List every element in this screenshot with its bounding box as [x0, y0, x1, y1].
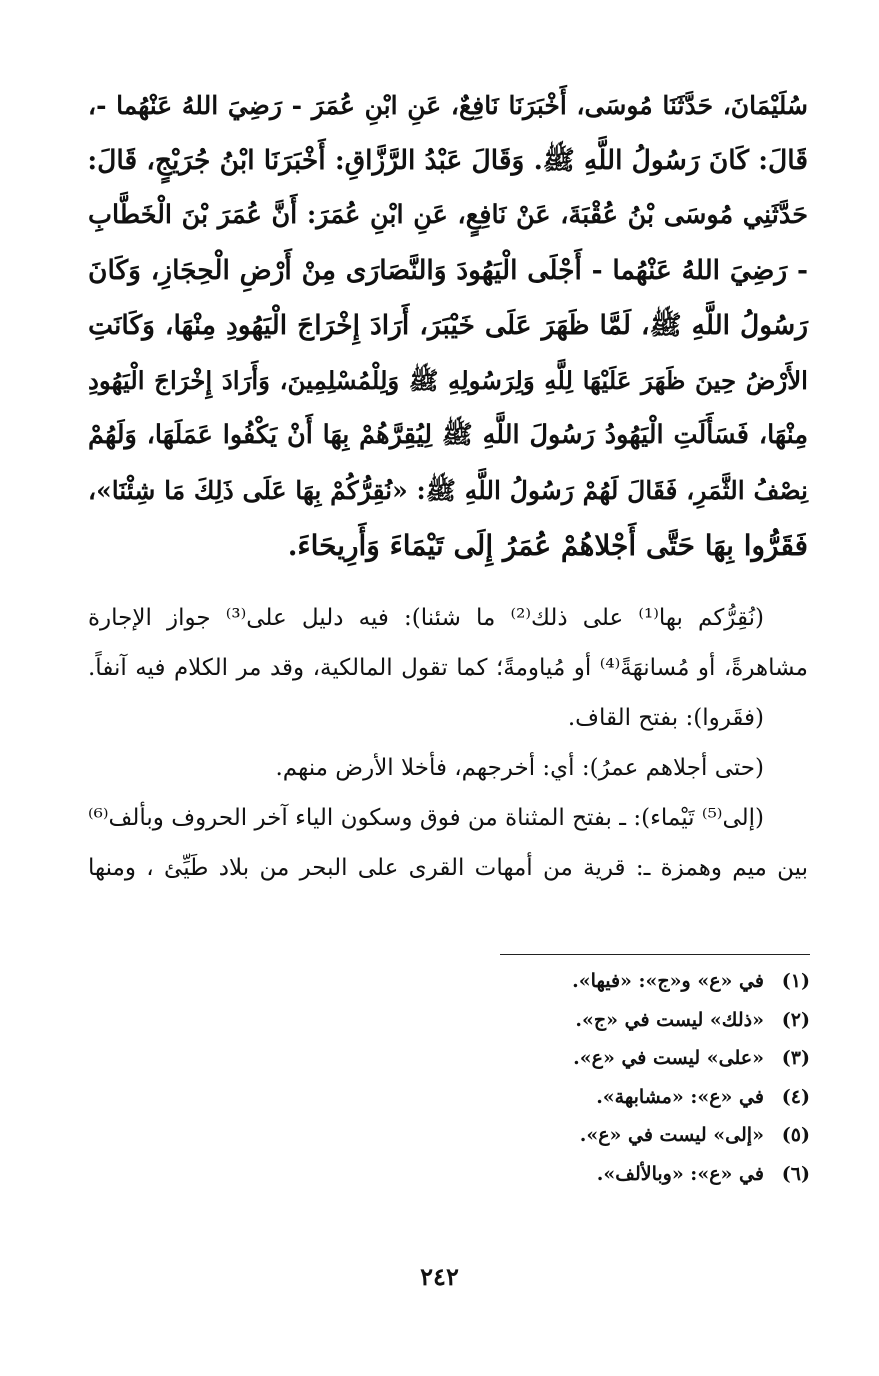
- footnote-text: في «ع»: «مشابهة».: [596, 1085, 764, 1108]
- hadith-line: مِنْهَا، فَسَأَلَتِ الْيَهُودُ رَسُولَ اللَّهِ ﷺ لِيُقِرَّهُمْ بِهَا أَنْ يَكْفُوا عَمَلَهَا، وَلَهُمْ: [88, 420, 808, 450]
- commentary-line: (إلى⁽⁵⁾ تَيْماء): ـ بفتح المثناة من فوق وسكون الياء آخر الحروف وبألف⁽⁶⁾: [88, 805, 764, 831]
- footnote-text: «على» ليست في «ع».: [573, 1047, 764, 1069]
- footnote: [420, 1116, 810, 1155]
- hadith-line: فَقَرُّوا بِهَا حَتَّى أَجْلاهُمْ عُمَرُ إِلَى تَيْمَاءَ وَأَرِيحَاءَ.: [287, 529, 808, 562]
- commentary-line: (حتى أجلاهم عمرُ): أي: أخرجهم، فأخلا الأرض منهم.: [275, 755, 764, 781]
- footnote-divider: [500, 954, 810, 955]
- commentary-line: بين ميم وهمزة ـ: قرية من أمهات القرى على البحر من بلاد طَيِّئ ، ومنها: [88, 855, 808, 881]
- footnote-number: (٤): [781, 1085, 810, 1108]
- footnote-text: في «ع»: «وبالألف».: [596, 1162, 764, 1185]
- hadith-line: رَسُولُ اللَّهِ ﷺ، لَمَّا ظَهَرَ عَلَى خَيْبَرَ، أَرَادَ إِخْرَاجَ الْيَهُودِ مِنْهَا، وَكَانَتِ: [88, 310, 808, 341]
- hadith-line: قَالَ: كَانَ رَسُولُ اللَّهِ ﷺ. وَقَالَ عَبْدُ الرَّزَّاقِ: أَخْبَرَنَا ابْنُ جُرَيْجٍ، قَالَ:: [87, 145, 808, 176]
- hadith-line: الأَرْضُ حِينَ ظَهَرَ عَلَيْهَا لِلَّهِ وَلِرَسُولِهِ ﷺ وَلِلْمُسْلِمِينَ، وَأَرَادَ إِخْرَاجَ الْيَهُودِ: [88, 366, 808, 395]
- footnote-text: «ذلك» ليست في «ج».: [575, 1008, 764, 1031]
- footnote: [420, 1155, 810, 1194]
- footnotes: [420, 962, 810, 1193]
- hadith-line: نِصْفُ الثَّمَرِ، فَقَالَ لَهُمْ رَسُولُ اللَّهِ ﷺ: «نُقِرُّكُمْ بِهَا عَلَى ذَلِكَ مَا شِئْنَا»،: [88, 476, 808, 505]
- page-number: ٢٤٢: [420, 1262, 459, 1291]
- footnote-number: (١): [781, 970, 810, 992]
- footnote-number: (٣): [781, 1047, 810, 1069]
- hadith-line: سُلَيْمَانَ، حَدَّثَنَا مُوسَى، أَخْبَرَنَا نَافِعٌ، عَنِ ابْنِ عُمَرَ - رَضِيَ اللهُ عَنْهُما -،: [88, 91, 808, 120]
- footnote: [420, 962, 810, 1001]
- footnote-number: (٢): [781, 1008, 810, 1031]
- commentary-line: (فقَروا): بفتح القاف.: [567, 705, 764, 731]
- footnote-text: في «ع» و«ج»: «فيها».: [572, 970, 764, 992]
- footnote-number: (٥): [781, 1124, 810, 1146]
- footnote-text: «إلى» ليست في «ع».: [579, 1124, 764, 1146]
- commentary-line: (نُقِرُّكم بها⁽¹⁾ على ذلك⁽²⁾ ما شئنا): فيه دليل على⁽³⁾ جواز الإجارة: [88, 605, 765, 631]
- hadith-text: [88, 78, 808, 573]
- commentary-text: [88, 593, 808, 893]
- footnote: [420, 1039, 810, 1078]
- footnote: [420, 1001, 810, 1040]
- hadith-line: - رَضِيَ اللهُ عَنْهُما - أَجْلَى الْيَهُودَ وَالنَّصَارَى مِنْ أَرْضِ الْحِجَازِ، وَكَانَ: [88, 255, 808, 286]
- footnote-number: (٦): [781, 1162, 810, 1185]
- commentary-line: مشاهرةً، أو مُسانهَةً⁽⁴⁾ أو مُياومةً؛ كما تقول المالكية، وقد مر الكلام فيه آنفاً.: [88, 655, 809, 681]
- hadith-line: حَدَّثَنِي مُوسَى بْنُ عُقْبَةَ، عَنْ نَافِعٍ، عَنِ ابْنِ عُمَرَ: أَنَّ عُمَرَ بْنَ الْخَطَّابِ: [88, 200, 808, 230]
- footnote: [420, 1078, 810, 1117]
